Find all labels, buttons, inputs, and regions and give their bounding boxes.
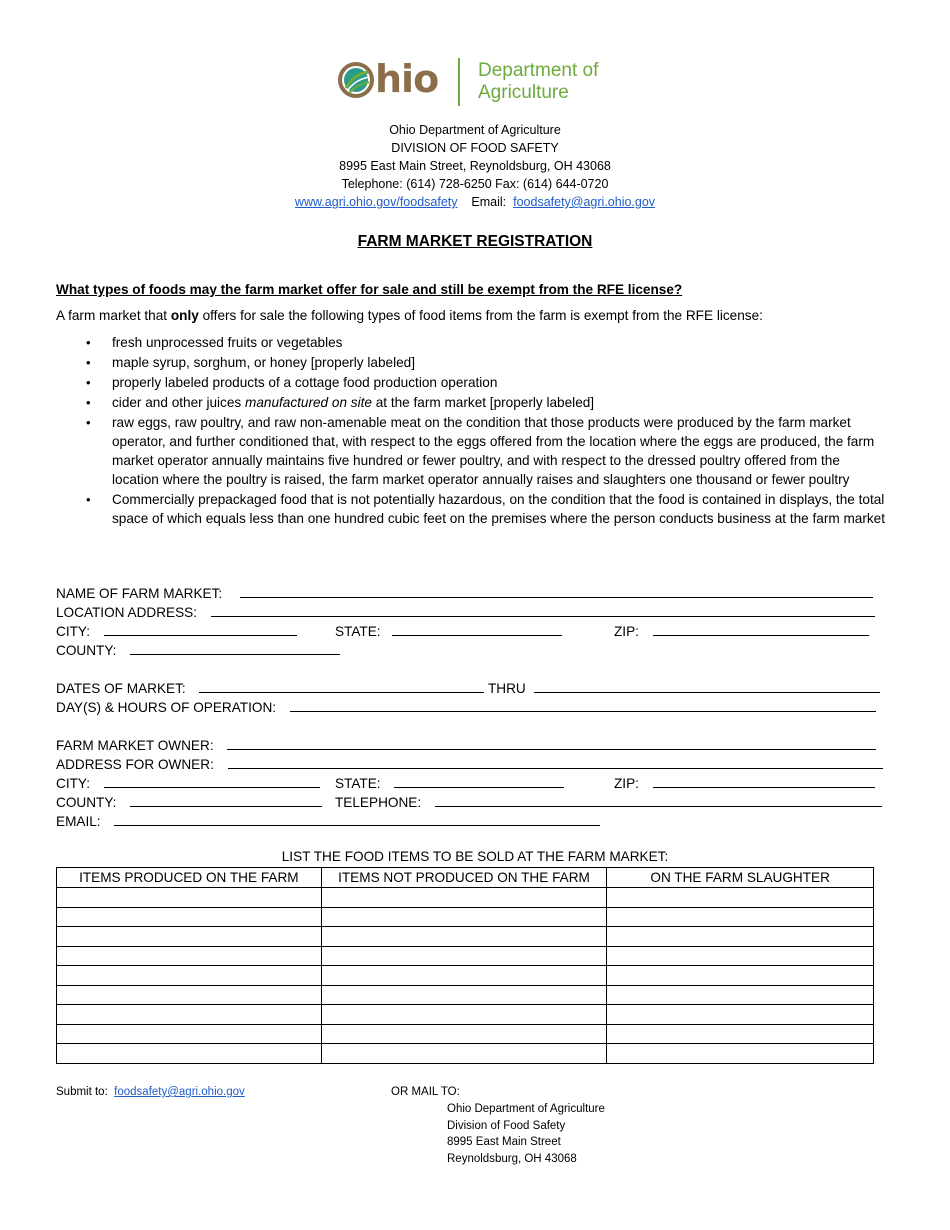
submit-label: Submit to: [56, 1086, 108, 1098]
table-cell[interactable] [607, 927, 874, 947]
mail-to-label: OR MAIL TO: [391, 1086, 460, 1098]
owner-row [56, 736, 876, 755]
owner-city-row [56, 774, 320, 793]
location-zip-row [614, 622, 869, 641]
owner-city-field[interactable] [104, 774, 320, 788]
table-cell[interactable] [57, 1044, 322, 1064]
dates-start-field[interactable] [199, 679, 484, 693]
email-label: EMAIL: [56, 814, 101, 829]
dates-end-field[interactable] [534, 679, 880, 693]
table-cell[interactable] [321, 966, 607, 986]
table-row [57, 1005, 874, 1025]
table-cell[interactable] [57, 946, 322, 966]
column-header: ON THE FARM SLAUGHTER [607, 868, 874, 888]
table-cell[interactable] [57, 1005, 322, 1025]
list-item: • fresh unprocessed fruits or vegetables [56, 333, 888, 352]
table-row [57, 985, 874, 1005]
exemption-intro: A farm market that only offers for sale the following types of food items from the farm is exempt from the RFE license: [56, 308, 763, 323]
list-item: • Commercially prepackaged food that is not potentially hazardous, on the condition that the food is contained in displays, the total space of which equals less than one hundred cubic feet on the premises where the person conducts business at the farm market [56, 490, 888, 528]
location-county-row [56, 641, 340, 660]
owner-label: FARM MARKET OWNER: [56, 738, 214, 753]
street-address: 8995 East Main Street, Reynoldsburg, OH 43068 [339, 159, 611, 173]
table-row [57, 946, 874, 966]
agency-name: Ohio Department of Agriculture [389, 123, 561, 137]
location-city-field[interactable] [104, 622, 297, 636]
exempt-food-list [56, 333, 888, 529]
zip-label: ZIP: [614, 624, 639, 639]
location-address-label: LOCATION ADDRESS: [56, 605, 198, 620]
table-cell[interactable] [321, 1024, 607, 1044]
table-cell[interactable] [607, 907, 874, 927]
farm-market-name-label: NAME OF FARM MARKET: [56, 586, 223, 601]
table-row [57, 1024, 874, 1044]
location-state-field[interactable] [392, 622, 562, 636]
division-name: DIVISION OF FOOD SAFETY [391, 141, 559, 155]
location-city-row [56, 622, 297, 641]
email-label: Email: [471, 195, 507, 209]
state-label: STATE: [335, 624, 381, 639]
page-title: FARM MARKET REGISTRATION [357, 233, 593, 250]
submit-to [56, 1084, 245, 1101]
owner-state-row [335, 774, 564, 793]
table-cell[interactable] [321, 927, 607, 947]
owner-email-row [56, 812, 600, 831]
website-link[interactable]: www.agri.ohio.gov/foodsafety [294, 195, 458, 209]
table-cell[interactable] [57, 888, 322, 908]
location-state-row [335, 622, 562, 641]
location-county-field[interactable] [130, 641, 340, 655]
list-item: • cider and other juices manufactured on site at the farm market [properly labeled] [56, 393, 888, 412]
mail-address: Ohio Department of Agriculture Division of Food Safety 8995 East Main Street Reynoldsburg, OH 43068 [447, 1103, 605, 1165]
zip-label: ZIP: [614, 776, 639, 791]
table-cell[interactable] [57, 985, 322, 1005]
owner-address-label: ADDRESS FOR OWNER: [56, 757, 214, 772]
column-header: ITEMS NOT PRODUCED ON THE FARM [321, 868, 607, 888]
dates-label: DATES OF MARKET: [56, 681, 186, 696]
oda-logo [338, 56, 618, 108]
table-cell[interactable] [607, 1005, 874, 1025]
exemption-question: What types of foods may the farm market offer for sale and still be exempt from the RFE license? [56, 282, 683, 297]
agency-address-block [0, 121, 950, 211]
table-cell[interactable] [321, 946, 607, 966]
table-header-row [57, 868, 874, 888]
location-address-row [56, 603, 875, 622]
owner-telephone-field[interactable] [435, 793, 882, 807]
table-cell[interactable] [607, 946, 874, 966]
list-item: • properly labeled products of a cottage food production operation [56, 373, 888, 392]
table-cell[interactable] [57, 966, 322, 986]
table-cell[interactable] [607, 888, 874, 908]
owner-state-field[interactable] [394, 774, 564, 788]
table-cell[interactable] [321, 1005, 607, 1025]
table-cell[interactable] [321, 985, 607, 1005]
submit-email-link[interactable]: foodsafety@agri.ohio.gov [114, 1086, 245, 1098]
farm-market-name-row [56, 584, 873, 603]
table-row [57, 966, 874, 986]
table-cell[interactable] [57, 927, 322, 947]
table-cell[interactable] [57, 907, 322, 927]
logo-department-text: Department of Agriculture [478, 60, 599, 103]
county-label: COUNTY: [56, 643, 117, 658]
table-row [57, 907, 874, 927]
owner-field[interactable] [227, 736, 876, 750]
table-cell[interactable] [607, 1024, 874, 1044]
ohio-logo-emblem-icon [338, 60, 374, 98]
city-label: CITY: [56, 776, 90, 791]
logo-word: hio [375, 57, 439, 101]
state-label: STATE: [335, 776, 381, 791]
thru-label: THRU [487, 681, 526, 696]
list-item: • maple syrup, sorghum, or honey [properly labeled] [56, 353, 888, 372]
owner-county-row [56, 793, 322, 812]
table-cell[interactable] [321, 907, 607, 927]
table-row [57, 888, 874, 908]
table-row [57, 1044, 874, 1064]
table-cell[interactable] [607, 1044, 874, 1064]
owner-zip-row [614, 774, 875, 793]
location-address-field[interactable] [211, 603, 875, 617]
table-cell[interactable] [607, 966, 874, 986]
list-item: • raw eggs, raw poultry, and raw non-amenable meat on the condition that those products were produced by the farm market operator, and further conditioned that, with respect to the eggs offered from the location where the eggs are produced, the farm market operator annually maintains five hundred or fewer poultry, and with respect to the dressed poultry offered from the location where the poultry is raised, the farm market operator annually raises and slaughters one thousand or fewer poultry [56, 413, 888, 489]
telephone-label: TELEPHONE: [335, 795, 422, 810]
farm-market-name-field[interactable] [240, 584, 873, 598]
city-label: CITY: [56, 624, 90, 639]
items-table-caption: LIST THE FOOD ITEMS TO BE SOLD AT THE FARM MARKET: [281, 849, 669, 864]
owner-address-row [56, 755, 883, 774]
logo-divider [458, 58, 460, 106]
owner-zip-field[interactable] [653, 774, 875, 788]
hours-label: DAY(S) & HOURS OF OPERATION: [56, 700, 277, 715]
phone-fax: Telephone: (614) 728-6250 Fax: (614) 644-0720 [341, 177, 609, 191]
location-zip-field[interactable] [653, 622, 869, 636]
contact-links [0, 193, 950, 211]
owner-telephone-row [335, 793, 882, 812]
hours-field[interactable] [290, 698, 876, 712]
table-row [57, 927, 874, 947]
table-cell[interactable] [321, 1044, 607, 1064]
table-cell[interactable] [321, 888, 607, 908]
county-label: COUNTY: [56, 795, 117, 810]
table-cell[interactable] [607, 985, 874, 1005]
dates-row [56, 679, 880, 698]
owner-county-field[interactable] [130, 793, 322, 807]
food-items-table [56, 867, 874, 1064]
email-link[interactable]: foodsafety@agri.ohio.gov [513, 195, 656, 209]
column-header: ITEMS PRODUCED ON THE FARM [57, 868, 322, 888]
table-cell[interactable] [57, 1024, 322, 1044]
owner-address-field[interactable] [228, 755, 883, 769]
owner-email-field[interactable] [114, 812, 600, 826]
hours-row [56, 698, 876, 717]
